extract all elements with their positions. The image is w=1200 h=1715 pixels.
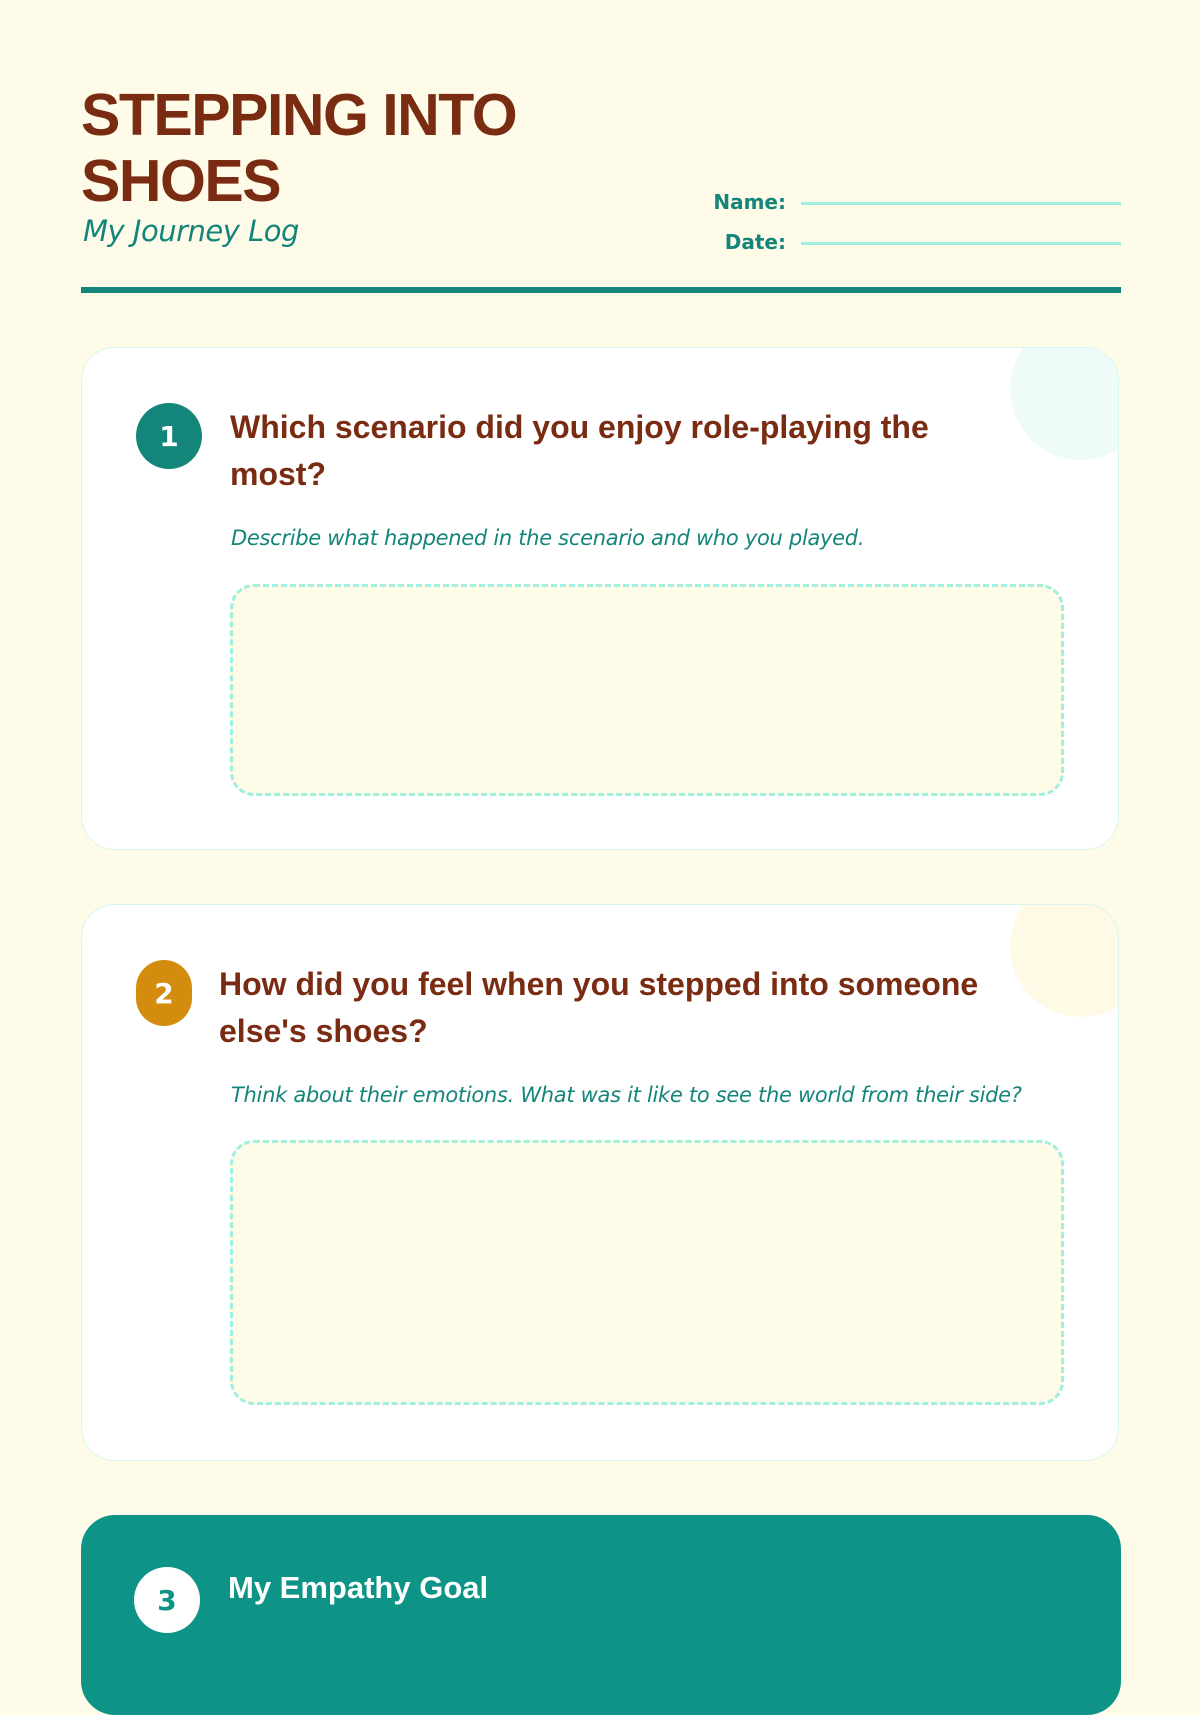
question-card-1 bbox=[81, 347, 1119, 850]
question-hint: Describe what happened in the scenario and who you played. bbox=[231, 526, 865, 550]
question-card-2 bbox=[81, 904, 1119, 1461]
date-input-line[interactable] bbox=[801, 242, 1121, 245]
date-label: Date: bbox=[724, 230, 786, 254]
page-subtitle: My Journey Log bbox=[83, 214, 299, 248]
question-text: Which scenario did you enjoy role-playing the most? bbox=[230, 409, 929, 492]
question-number-badge: 1 bbox=[136, 403, 202, 469]
date-field-row bbox=[641, 230, 1121, 254]
name-input-line[interactable] bbox=[801, 202, 1121, 205]
header-divider bbox=[81, 287, 1121, 293]
empathy-goal-panel bbox=[81, 1515, 1121, 1715]
corner-decoration bbox=[1010, 904, 1119, 1017]
goal-number-badge: 3 bbox=[134, 1567, 200, 1633]
corner-decoration bbox=[1010, 347, 1119, 460]
page-header bbox=[81, 0, 1121, 294]
question-text: How did you feel when you stepped into someone else's shoes? bbox=[219, 966, 979, 1049]
goal-title: My Empathy Goal bbox=[228, 1570, 489, 1605]
journal-page bbox=[81, 0, 1121, 1617]
answer-box[interactable] bbox=[230, 1140, 1064, 1405]
name-label: Name: bbox=[713, 190, 786, 214]
page-title: STEPPING INTO SHOES bbox=[81, 82, 517, 214]
question-hint: Think about their emotions. What was it like to see the world from their side? bbox=[231, 1083, 1022, 1107]
name-field-row bbox=[641, 190, 1121, 214]
question-number-badge: 2 bbox=[136, 960, 192, 1026]
answer-box[interactable] bbox=[230, 584, 1064, 796]
